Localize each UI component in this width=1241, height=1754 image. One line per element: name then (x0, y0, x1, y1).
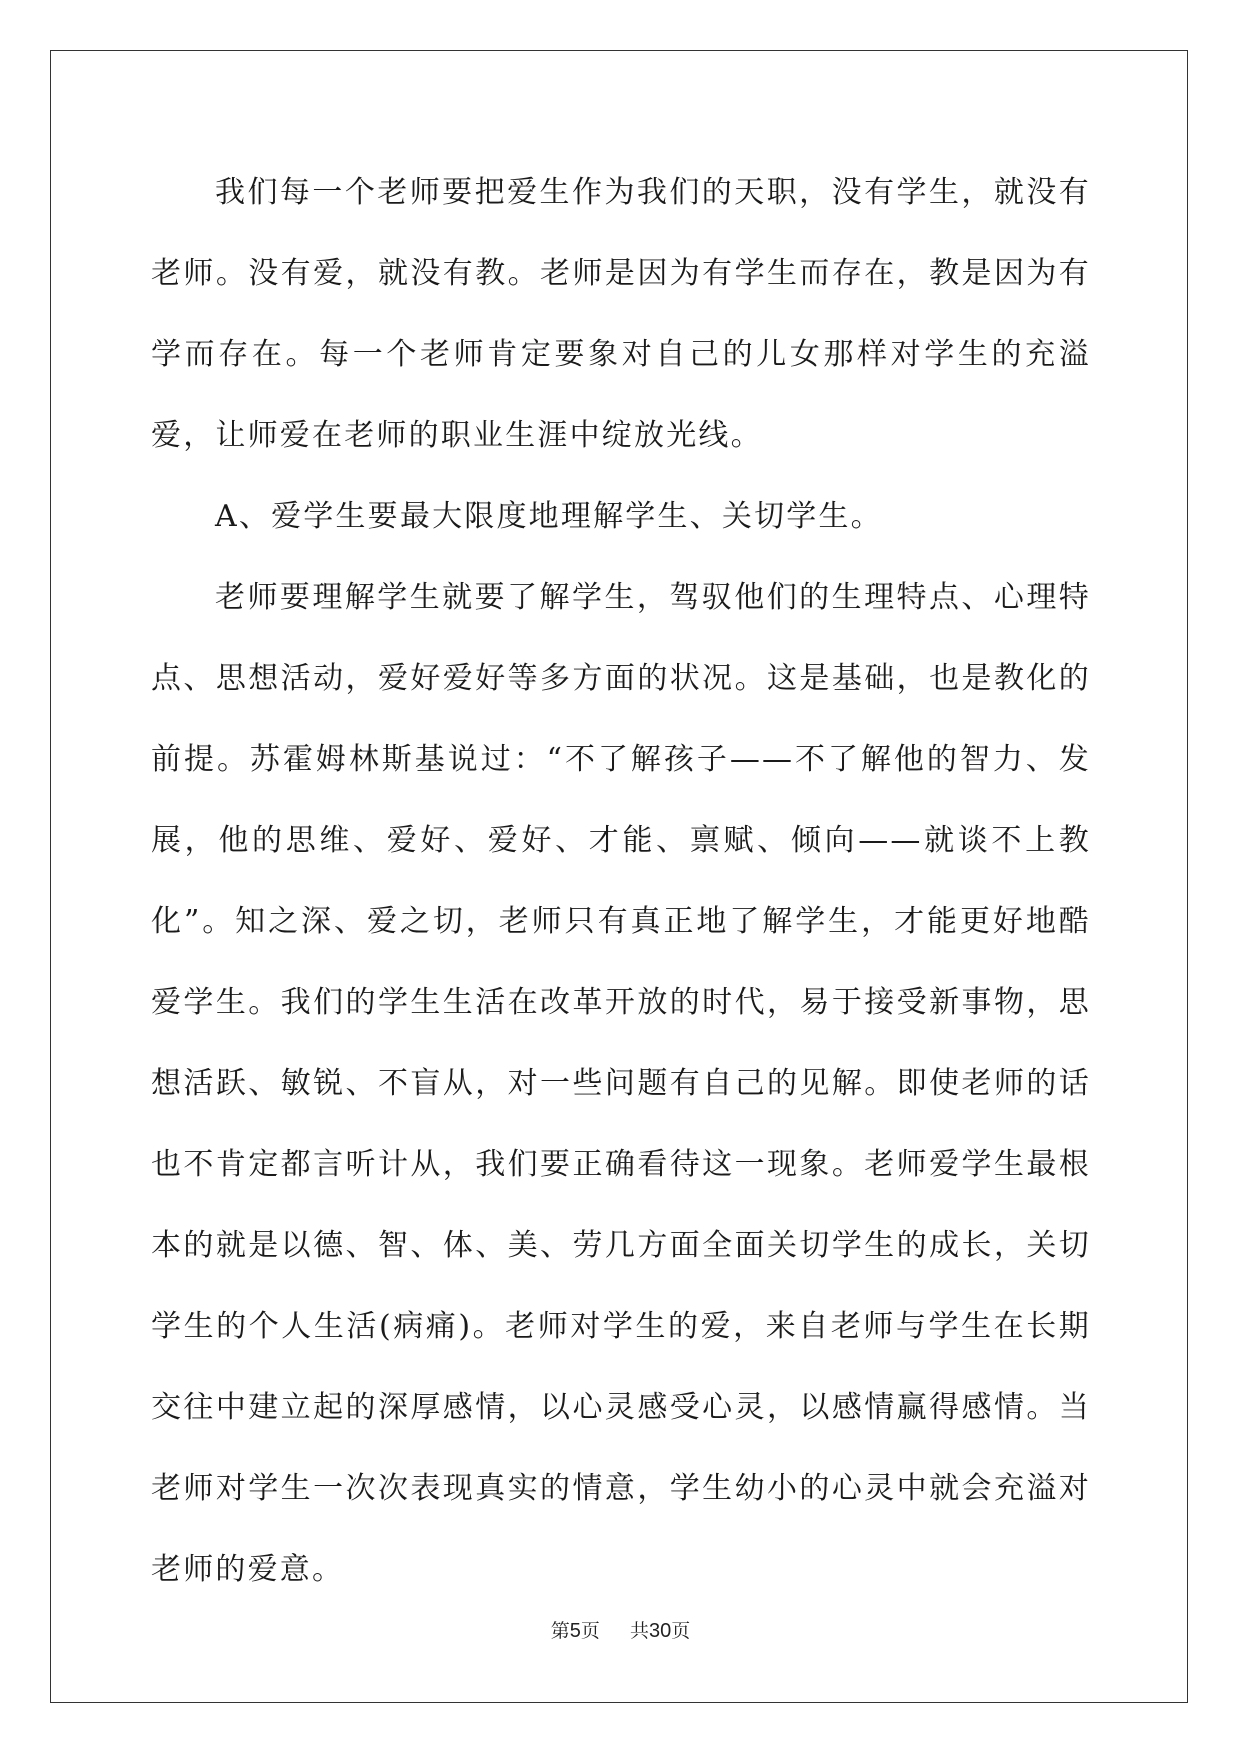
footer-total-suffix: 页 (671, 1620, 691, 1642)
total-pages: 30 (649, 1620, 672, 1642)
page-number (551, 1616, 600, 1643)
paragraph: 我们每一个老师要把爱生作为我们的天职，没有学生，就没有老师。没有爱，就没有教。老师是因为有学生而存在，教是因为有学而存在。每一个老师肯定要象对自己的儿女那样对学生的充溢爱，让师爱在老师的职业生涯中绽放光线。 (151, 175, 1091, 453)
footer-page-suffix: 页 (580, 1620, 600, 1642)
footer-prefix: 第 (550, 1620, 570, 1642)
current-page: 5 (569, 1620, 581, 1642)
paragraph: A、爱学生要最大限度地理解学生、关切学生。 (215, 499, 883, 534)
document-body (151, 152, 1091, 1610)
paragraph: 老师要理解学生就要了解学生，驾驭他们的生理特点、心理特点、思想活动，爱好爱好等多方面的状况。这是基础，也是教化的前提。苏霍姆林斯基说过：“不了解孩子——不了解他的智力、发展，他的思维、爱好、爱好、才能、禀赋、倾向——就谈不上教化”。知之深、爱之切，老师只有真正地了解学生，才能更好地酷爱学生。我们的学生生活在改革开放的时代，易于接受新事物，思想活跃、敏锐、不盲从，对一些问题有自己的见解。即使老师的话也不肯定都言听计从，我们要正确看待这一现象。老师爱学生最根本的就是以德、智、体、美、劳几方面全面关切学生的成长，关切学生的个人生活(病痛)。老师对学生的爱，来自老师与学生在长期交往中建立起的深厚感情，以心灵感受心灵，以感情赢得感情。当老师对学生一次次表现真实的情意，学生幼小的心灵中就会充溢对老师的爱意。 (151, 580, 1091, 1587)
page-footer (0, 1616, 1241, 1643)
page-total (630, 1616, 690, 1643)
footer-total-prefix: 共 (629, 1620, 649, 1642)
